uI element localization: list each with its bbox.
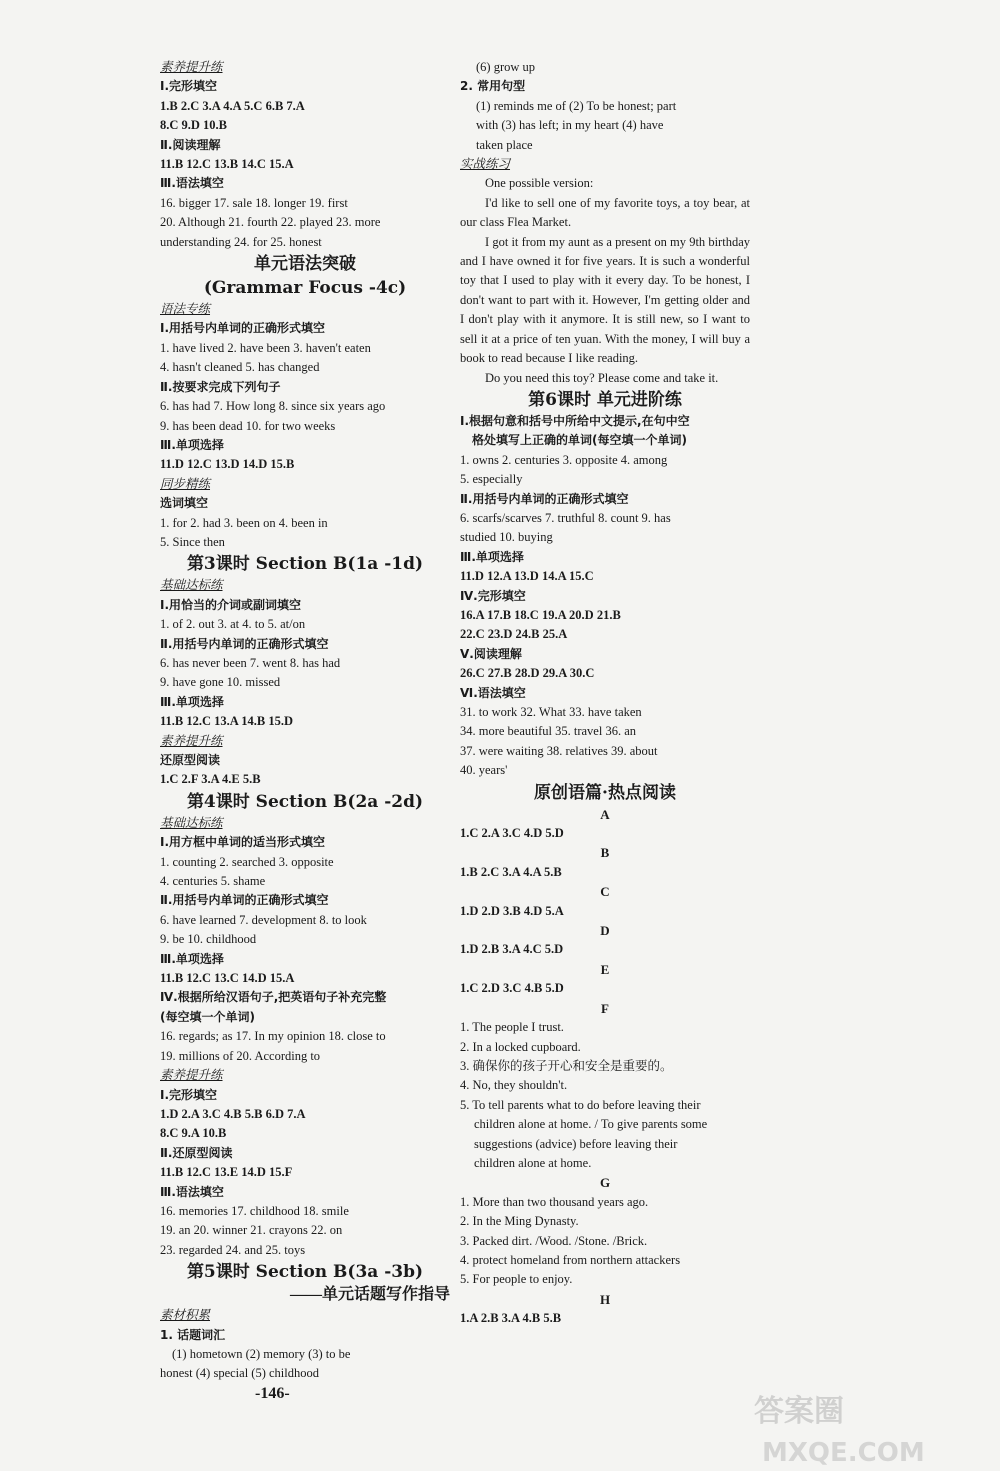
answer-line: 11.B 12.C 13.E 14.D 15.F [160,1165,293,1180]
question-heading: 2. 常用句型 [460,79,526,94]
answer-line: 5. For people to enjoy. [460,1272,573,1287]
question-heading: Ⅱ.还原型阅读 [160,1145,233,1160]
answer-line: honest (4) special (5) childhood [160,1366,319,1381]
answer-line: (6) grow up [476,60,536,74]
answer-line: 1. have lived 2. have been 3. haven't eaten [160,340,371,355]
answer-line: 1.D 2.B 3.A 4.C 5.D [460,942,564,957]
answer-line: 34. more beautiful 35. travel 36. an [460,724,636,739]
section-label: 素材积累 [160,1308,211,1323]
question-heading: Ⅵ.语法填空 [460,685,526,700]
question-heading: Ⅲ.语法填空 [160,1184,224,1199]
answer-line: 2. In the Ming Dynasty. [460,1214,579,1229]
section-label: 语法专练 [160,302,211,317]
answer-line: 1.C 2.D 3.C 4.B 5.D [460,981,564,996]
section-label: 基础达标练 [160,815,223,830]
answer-line: children alone at home. [474,1155,592,1170]
lesson-title: 第4课时 Section B(2a -2d) [186,791,424,812]
answer-line: 5. especially [460,472,523,487]
answer-line: 1. More than two thousand years ago. [460,1194,649,1209]
answer-line: 23. regarded 24. and 25. toys [160,1242,306,1257]
answer-line: 11.D 12.C 13.D 14.D 15.B [160,457,295,472]
question-heading: Ⅱ.用括号内单词的正确形式填空 [160,893,329,908]
lesson-title: 单元语法突破 [254,254,356,275]
question-heading: Ⅲ.单项选择 [160,437,224,452]
answer-line: 1. of 2. out 3. at 4. to 5. at/on [160,617,306,632]
essay-paragraph: Do you need this toy? Please come and take it. [485,370,719,385]
question-heading: Ⅴ.阅读理解 [460,646,522,661]
watermark-logo-text: 答案圈 [754,1394,844,1429]
question-heading: Ⅳ.完形填空 [460,588,526,603]
answer-line: 31. to work 32. What 33. have taken [460,705,642,719]
answer-line: 9. be 10. childhood [160,932,257,947]
question-heading: Ⅰ.完形填空 [160,1087,218,1102]
section-label: 实战练习 [460,157,511,172]
answer-line: 3. 确保你的孩子开心和安全是重要的。 [460,1058,673,1073]
answer-line: (1) hometown (2) memory (3) to be [172,1346,351,1361]
question-heading: Ⅲ.单项选择 [460,549,524,564]
answer-line: 1. owns 2. centuries 3. opposite 4. among [460,452,668,467]
question-heading: Ⅰ.完形填空 [160,79,218,94]
question-heading: Ⅰ.根据句意和括号中所给中文提示,在句中空 [460,413,690,428]
question-heading: Ⅱ.用括号内单词的正确形式填空 [160,636,329,651]
answer-line: 1.C 2.A 3.C 4.D 5.D [460,826,564,841]
question-heading: Ⅲ.语法填空 [160,176,224,191]
passage-letter: H [599,1291,611,1307]
answer-line: 1.B 2.C 3.A 4.A 5.B [460,864,562,879]
question-heading: Ⅰ.用恰当的介词或副词填空 [160,597,302,612]
answer-line: understanding 24. for 25. honest [160,234,322,249]
section-label: 素养提升练 [160,60,223,74]
answer-line: children alone at home. / To give parents some [474,1117,708,1132]
answer-line: 19. an 20. winner 21. crayons 22. on [160,1223,343,1238]
answer-line: 11.B 12.C 13.A 14.B 15.D [160,714,294,729]
answer-line: 6. have learned 7. development 8. to look [160,912,367,927]
right-column [460,58,750,1329]
answer-line: 4. centuries 5. shame [160,874,266,889]
section-label: 素养提升练 [160,1068,223,1083]
answer-line: studied 10. buying [460,530,553,545]
answer-line: 1. The people I trust. [460,1020,564,1035]
answer-line: 2. In a locked cupboard. [460,1039,581,1054]
answer-line: with (3) has left; in my heart (4) have [476,118,664,133]
answer-line: 20. Although 21. fourth 22. played 23. more [160,215,381,230]
watermark-site-text: MXQE.COM [762,1438,925,1468]
lesson-title: 第5课时 Section B(3a -3b) [186,1262,424,1283]
answer-line: 3. Packed dirt. /Wood. /Stone. /Brick. [460,1233,648,1248]
section-label: 基础达标练 [160,578,223,593]
passage-letter: E [600,961,610,977]
question-heading-note: (每空填一个单词) [160,1009,255,1024]
watermark-logo [742,1381,982,1471]
question-heading: Ⅱ.按要求完成下列句子 [160,379,281,394]
answer-line: 8.C 9.D 10.B [160,118,228,133]
answer-line: taken place [476,137,533,152]
answer-line: suggestions (advice) before leaving their [474,1136,678,1151]
answer-line: 26.C 27.B 28.D 29.A 30.C [460,666,595,681]
question-heading: Ⅳ.根据所给汉语句子,把英语句子补充完整 [160,990,387,1005]
answer-line: 11.B 12.C 13.C 14.D 15.A [160,971,295,986]
page-number: -146- [255,1385,290,1402]
section-label: 素养提升练 [160,733,223,748]
answer-line: 4. No, they shouldn't. [460,1078,568,1093]
answer-line: 5. Since then [160,534,225,549]
answer-line: 1. counting 2. searched 3. opposite [160,854,334,869]
answer-line: 37. were waiting 38. relatives 39. about [460,743,658,758]
question-heading: Ⅱ.用括号内单词的正确形式填空 [460,491,629,506]
question-heading: 1. 话题词汇 [160,1327,226,1342]
question-heading: 选词填空 [160,496,209,511]
answer-line: 8.C 9.A 10.B [160,1126,227,1141]
essay-paragraph: One possible version: [485,176,594,191]
question-heading-note: 格处填写上正确的单词(每空填一个单词) [472,433,687,448]
answer-line: 11.B 12.C 13.B 14.C 15.A [160,157,294,172]
section-title: 原创语篇·热点阅读 [534,782,676,803]
answer-line: 11.D 12.A 13.D 14.A 15.C [460,569,594,584]
answer-line: 19. millions of 20. According to [160,1048,321,1063]
answer-line: 16. regards; as 17. In my opinion 18. close to [160,1029,386,1044]
passage-letter: D [600,923,610,939]
answer-line: 16. memories 17. childhood 18. smile [160,1203,349,1218]
passage-letter: G [599,1175,611,1191]
answer-line: 1.B 2.C 3.A 4.A 5.C 6.B 7.A [160,98,305,113]
question-heading: Ⅱ.阅读理解 [160,137,221,152]
answer-line: 6. has never been 7. went 8. has had [160,655,341,670]
answer-line: 1.A 2.B 3.A 4.B 5.B [460,1311,562,1326]
section-label: 同步精练 [160,476,211,491]
question-heading: Ⅰ.用方框中单词的适当形式填空 [160,835,326,850]
passage-letter: A [600,806,610,822]
answer-line: 16. bigger 17. sale 18. longer 19. first [160,195,348,210]
answer-line: (1) reminds me of (2) To be honest; part [476,98,677,113]
answer-line: 5. To tell parents what to do before leaving their [460,1097,701,1112]
question-heading: 还原型阅读 [160,753,221,767]
answer-line: 1.D 2.D 3.B 4.D 5.A [460,903,564,918]
answer-line: 22.C 23.D 24.B 25.A [460,627,568,642]
answer-line: 9. have gone 10. missed [160,675,281,690]
question-heading: Ⅲ.单项选择 [160,694,224,709]
lesson-subtitle: (Grammar Focus -4c) [203,278,407,299]
passage-letter: B [600,845,610,861]
answer-line: 6. scarfs/scarves 7. truthful 8. count 9. has [460,510,671,525]
answer-line: 6. has had 7. How long 8. since six years ago [160,399,386,414]
question-heading: Ⅲ.单项选择 [160,951,224,966]
answer-line: 40. years' [460,763,508,778]
essay-paragraph: I'd like to sell one of my favorite toys, a toy bear, at our class Flea Market. [460,195,750,230]
answer-line: 1.C 2.F 3.A 4.E 5.B [160,772,261,787]
question-heading: Ⅰ.用括号内单词的正确形式填空 [160,321,326,336]
answer-line: 4. protect homeland from northern attackers [460,1252,681,1267]
lesson-title: 第3课时 Section B(1a -1d) [186,554,424,575]
answer-line: 16.A 17.B 18.C 19.A 20.D 21.B [460,607,621,622]
answer-line: 4. hasn't cleaned 5. has changed [160,360,320,375]
passage-letter: F [601,1000,609,1016]
answer-line: 9. has been dead 10. for two weeks [160,418,336,433]
essay-paragraph: I got it from my aunt as a present on my 9th birthday and I have owned it for five years. It is such a wonderful toy that I used to play with it every day. To be honest, I don't want to part with it. However, I'm getting older and I don't play with it anymore. It is still new, so I want to sell it at a price of ten yuan. With the money, I will buy a book to read because I like reading. [460,234,750,366]
left-column [160,58,450,1384]
answer-line: 1. for 2. had 3. been on 4. been in [160,515,328,530]
lesson-subtitle: ——单元话题写作指导 [289,1286,450,1304]
lesson-title: 第6课时 单元进阶练 [528,389,682,410]
answer-line: 1.D 2.A 3.C 4.B 5.B 6.D 7.A [160,1106,306,1121]
passage-letter: C [600,884,610,900]
